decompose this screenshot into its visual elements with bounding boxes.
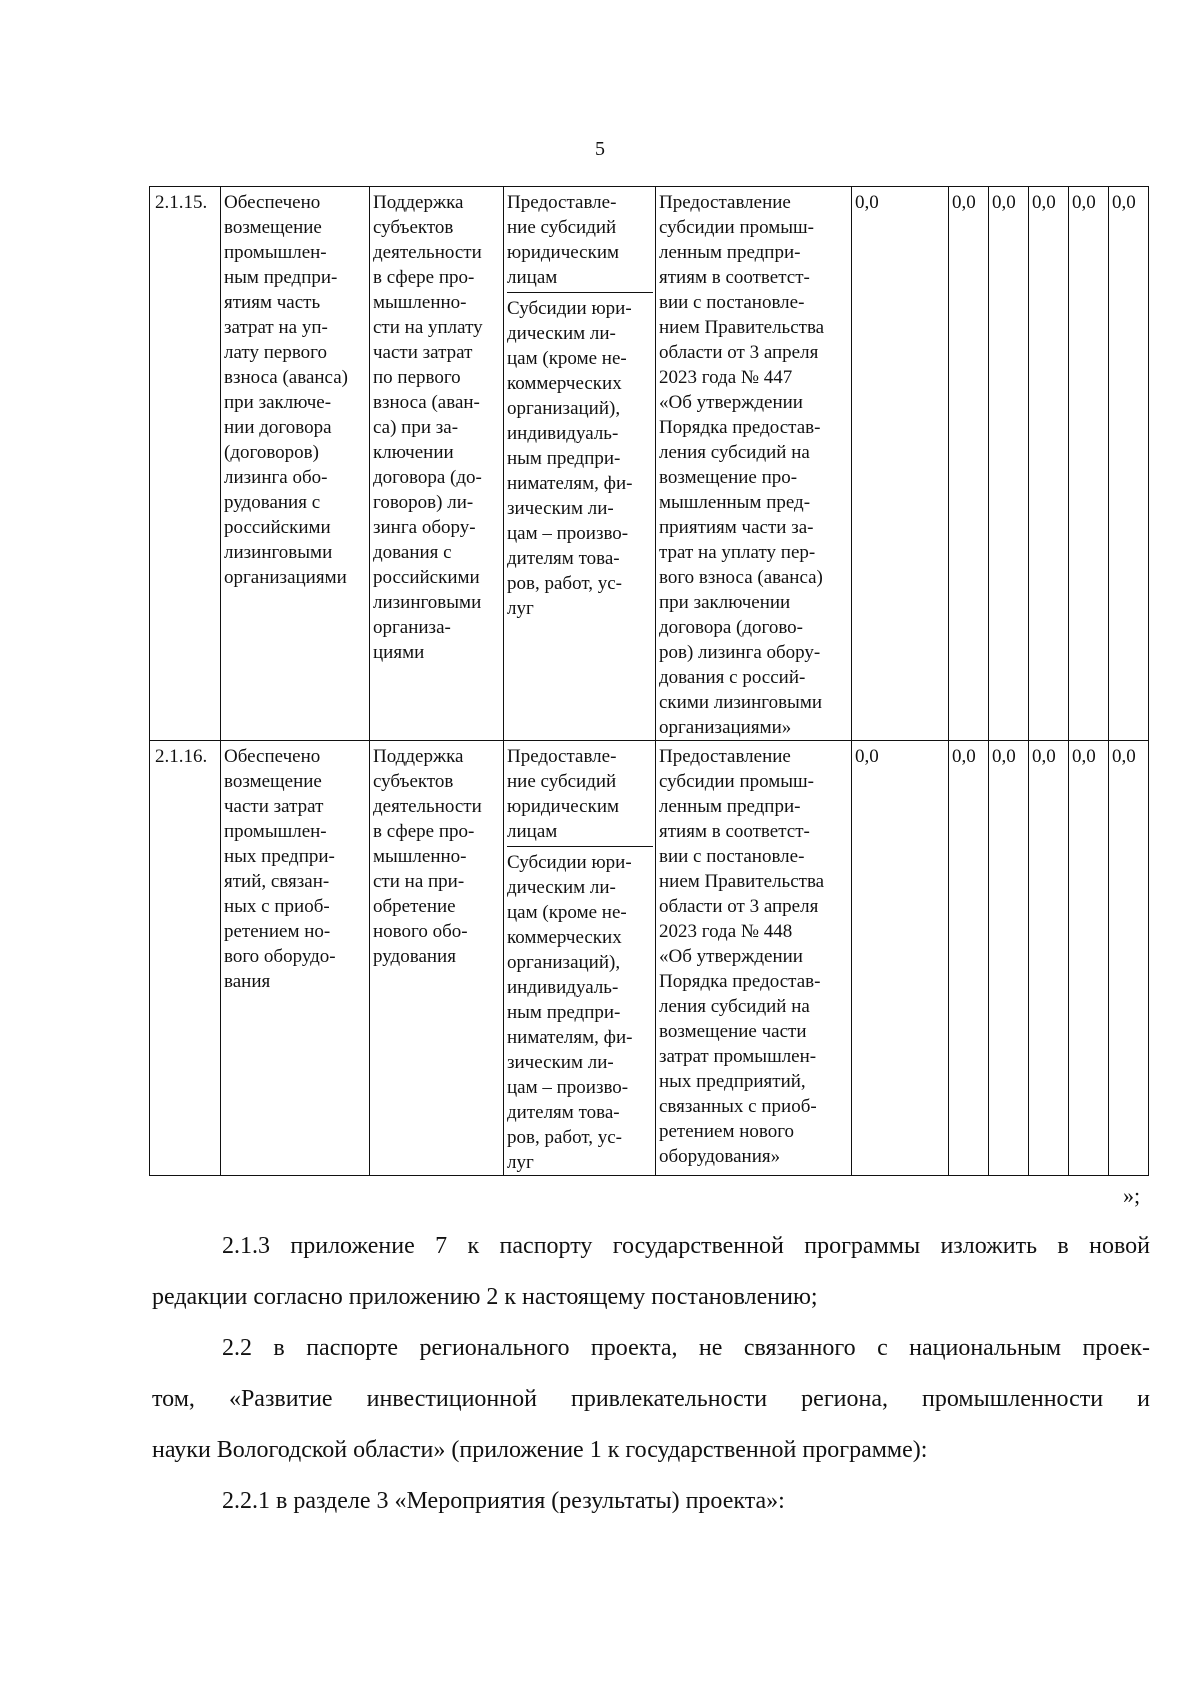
cell-line: связанных с приоб- [659, 1096, 817, 1117]
cell-line: лизинговыми [373, 592, 482, 613]
subsidy-type-cell [504, 741, 656, 1176]
cell-line: ятиям в соответст- [659, 267, 810, 288]
cell-line: промышлен- [224, 821, 327, 842]
cell-line: Обеспечено [224, 746, 321, 767]
cell-line: организациями» [659, 717, 792, 738]
cell-line: (договоров) [224, 442, 319, 463]
cell-line: организаций), [507, 398, 621, 419]
cell-line: российскими [373, 567, 480, 588]
cell-line: Предоставление [659, 192, 791, 213]
subsidy-purpose [507, 744, 653, 847]
subsidy-recipients [507, 847, 653, 1175]
cell-line: ных предпри- [224, 846, 335, 867]
cell-line: при заключении [659, 592, 791, 613]
funding-value-cell: 0,0 [1029, 187, 1069, 741]
paragraph-2-2-1 [152, 1476, 1150, 1527]
cell-line: ным предпри- [507, 1002, 621, 1023]
cell-line: 2023 года № 448 [659, 921, 793, 942]
cell-line: ным предпри- [507, 448, 621, 469]
cell-line: субъектов [373, 217, 454, 238]
cell-line: ров, работ, ус- [507, 1127, 622, 1148]
cell-line: части затрат [373, 342, 473, 363]
cell-line: нового обо- [373, 921, 468, 942]
cell-line: дическим ли- [507, 877, 616, 898]
cell-line: ным предпри- [224, 267, 338, 288]
cell-line: в сфере про- [373, 267, 475, 288]
cell-line: циями [373, 642, 425, 663]
cell-line: луг [507, 598, 534, 619]
cell-line: Поддержка [373, 746, 464, 767]
cell-line: возмещение [224, 217, 322, 238]
cell-line: Субсидии юри- [507, 852, 632, 873]
cell-line: цам (кроме не- [507, 902, 627, 923]
cell-line: деятельности [373, 796, 482, 817]
subsidy-recipients [507, 293, 653, 621]
funding-value-cell: 0,0 [1029, 741, 1069, 1176]
row-number: 2.1.16. [150, 741, 221, 1176]
cell-line: ров, работ, ус- [507, 573, 622, 594]
cell-line: лизинга обо- [224, 467, 328, 488]
cell-line: мышленно- [373, 846, 467, 867]
cell-line: промышлен- [224, 242, 327, 263]
cell-line: вого оборудо- [224, 946, 336, 967]
cell-line: приятиям части за- [659, 517, 814, 538]
paragraph-2-2 [152, 1323, 1150, 1476]
result-cell [221, 187, 370, 741]
cell-line: возмещение про- [659, 467, 798, 488]
cell-line: затрат на уп- [224, 317, 328, 338]
row-number: 2.1.15. [150, 187, 221, 741]
cell-line: Обеспечено [224, 192, 321, 213]
cell-line: затрат промышлен- [659, 1046, 817, 1067]
table-row [150, 741, 1149, 1176]
measure-type-cell [370, 741, 504, 1176]
cell-line: возмещение части [659, 1021, 807, 1042]
cell-line: при заключе- [224, 392, 332, 413]
cell-line: ключении [373, 442, 454, 463]
cell-line: нием Правительства [659, 317, 825, 338]
funding-value-cell: 0,0 [1069, 187, 1109, 741]
cell-line: рудования с [224, 492, 321, 513]
subsidy-type-cell [504, 187, 656, 741]
cell-line: 2023 года № 447 [659, 367, 793, 388]
cell-line: «Об утверждении [659, 946, 803, 967]
cell-line: нимателям, фи- [507, 473, 633, 494]
cell-line: Порядка предостав- [659, 417, 821, 438]
cell-line: ления субсидий на [659, 996, 810, 1017]
cell-line: Субсидии юри- [507, 298, 632, 319]
subsidy-purpose [507, 190, 653, 293]
cell-line: взноса (аван- [373, 392, 480, 413]
cell-line: ятий, связан- [224, 871, 330, 892]
cell-line: цам – произво- [507, 1077, 629, 1098]
cell-line: дования с [373, 542, 452, 563]
cell-line: цам – произво- [507, 523, 629, 544]
cell-line: ние субсидий [507, 217, 617, 238]
funding-value-cell: 0,0 [949, 741, 989, 1176]
cell-line: нии договора [224, 417, 332, 438]
funding-value-cell: 0,0 [989, 741, 1029, 1176]
paragraph-line: 2.1.3 приложение 7 к паспорту государственной программы изложить в новой [222, 1233, 1150, 1259]
cell-line: «Об утверждении [659, 392, 803, 413]
measure-type-cell [370, 187, 504, 741]
cell-line: сти на при- [373, 871, 465, 892]
cell-line: лицам [507, 821, 558, 842]
cell-line: говоров) ли- [373, 492, 474, 513]
cell-line: Порядка предостав- [659, 971, 821, 992]
cell-line: Предоставле- [507, 192, 617, 213]
cell-line: ров) лизинга обору- [659, 642, 821, 663]
cell-line: в сфере про- [373, 821, 475, 842]
cell-line: лизинговыми [224, 542, 333, 563]
cell-line: дическим ли- [507, 323, 616, 344]
cell-line: договора (догово- [659, 617, 803, 638]
cell-line: дования с россий- [659, 667, 806, 688]
cell-line: зическим ли- [507, 1052, 614, 1073]
paragraph-line: 2.2.1 в разделе 3 «Мероприятия (результаты) проекта»: [222, 1488, 785, 1514]
cell-line: коммерческих [507, 373, 622, 394]
cell-line: цам (кроме не- [507, 348, 627, 369]
cell-line: вания [224, 971, 271, 992]
funding-value-cell: 0,0 [852, 187, 949, 741]
cell-line: ретением нового [659, 1121, 795, 1142]
cell-line: вого взноса (аванса) [659, 567, 823, 588]
cell-line: лицам [507, 267, 558, 288]
paragraph-line: том, «Развитие инвестиционной привлекательности региона, промышленности и [152, 1386, 1150, 1412]
cell-line: области от 3 апреля [659, 896, 819, 917]
cell-line: Поддержка [373, 192, 464, 213]
cell-line: организаций), [507, 952, 621, 973]
funding-value-cell: 0,0 [1109, 187, 1149, 741]
cell-line: са) при за- [373, 417, 459, 438]
cell-line: коммерческих [507, 927, 622, 948]
cell-line: области от 3 апреля [659, 342, 819, 363]
cell-line: нимателям, фи- [507, 1027, 633, 1048]
cell-line: юридическим [507, 796, 620, 817]
paragraph-2-1-3 [152, 1221, 1150, 1323]
legal-basis-cell [656, 741, 852, 1176]
cell-line: трат на уплату пер- [659, 542, 816, 563]
cell-line: нием Правительства [659, 871, 825, 892]
cell-line: сти на уплату [373, 317, 483, 338]
cell-line: вии с постановле- [659, 292, 805, 313]
cell-line: субсидии промыш- [659, 217, 815, 238]
cell-line: рудования [373, 946, 456, 967]
cell-line: лату первого [224, 342, 327, 363]
cell-line: ных с приоб- [224, 896, 330, 917]
cell-line: юридическим [507, 242, 620, 263]
cell-line: обретение [373, 896, 456, 917]
cell-line: деятельности [373, 242, 482, 263]
cell-line: мышленным пред- [659, 492, 811, 513]
cell-line: ленным предпри- [659, 242, 801, 263]
paragraph-line: науки Вологодской области» (приложение 1 к государственной программе): [152, 1437, 928, 1463]
cell-line: дителям това- [507, 548, 620, 569]
cell-line: взноса (аванса) [224, 367, 348, 388]
cell-line: Предоставление [659, 746, 791, 767]
cell-line: организа- [373, 617, 451, 638]
cell-line: зическим ли- [507, 498, 614, 519]
legal-basis-cell [656, 187, 852, 741]
closing-quote: »; [1123, 1183, 1141, 1208]
funding-value-cell: 0,0 [989, 187, 1029, 741]
cell-line: оборудования» [659, 1146, 781, 1167]
cell-line: индивидуаль- [507, 977, 619, 998]
cell-line: организациями [224, 567, 347, 588]
table-row [150, 187, 1149, 741]
result-cell [221, 741, 370, 1176]
cell-line: договора (до- [373, 467, 482, 488]
page-number: 5 [595, 138, 605, 160]
cell-line: скими лизинговыми [659, 692, 823, 713]
cell-line: ятиям в соответст- [659, 821, 810, 842]
funding-value-cell: 0,0 [1069, 741, 1109, 1176]
funding-value-cell: 0,0 [852, 741, 949, 1176]
cell-line: луг [507, 1152, 534, 1173]
paragraph-line: редакции согласно приложению 2 к настоящему постановлению; [152, 1284, 818, 1310]
cell-line: возмещение [224, 771, 322, 792]
cell-line: ления субсидий на [659, 442, 810, 463]
cell-line: субсидии промыш- [659, 771, 815, 792]
cell-line: ных предприятий, [659, 1071, 806, 1092]
cell-line: индивидуаль- [507, 423, 619, 444]
cell-line: ние субсидий [507, 771, 617, 792]
cell-line: субъектов [373, 771, 454, 792]
funding-value-cell: 0,0 [949, 187, 989, 741]
cell-line: мышленно- [373, 292, 467, 313]
measures-table [149, 186, 1149, 1176]
funding-value-cell: 0,0 [1109, 741, 1149, 1176]
cell-line: дителям това- [507, 1102, 620, 1123]
cell-line: Предоставле- [507, 746, 617, 767]
cell-line: зинга обору- [373, 517, 476, 538]
cell-line: части затрат [224, 796, 324, 817]
cell-line: по первого [373, 367, 461, 388]
cell-line: вии с постановле- [659, 846, 805, 867]
cell-line: ятиям часть [224, 292, 321, 313]
cell-line: российскими [224, 517, 331, 538]
paragraph-line: 2.2 в паспорте регионального проекта, не связанного с национальным проек- [222, 1335, 1150, 1361]
cell-line: ретением но- [224, 921, 331, 942]
cell-line: ленным предпри- [659, 796, 801, 817]
